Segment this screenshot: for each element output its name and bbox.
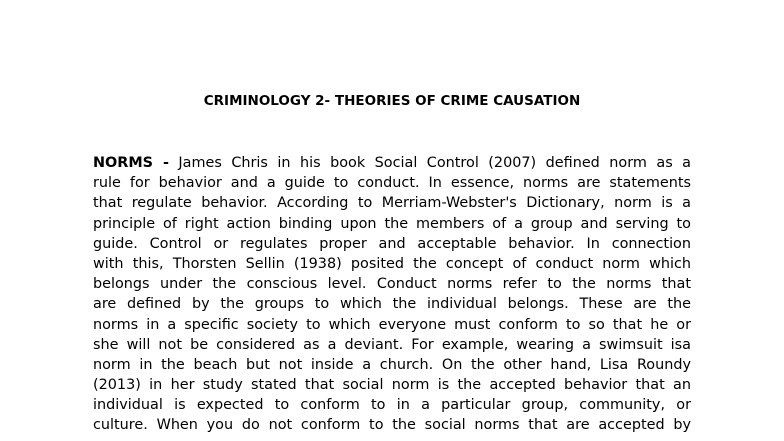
paragraph-line: are defined by the groups to which the individual belongs. These are the <box>93 296 691 313</box>
paragraph-line-1 <box>93 153 691 173</box>
norms-paragraph <box>93 153 691 436</box>
paragraph-line: principle of right action binding upon the members of a group and serving to <box>93 215 691 232</box>
paragraph-line-1-text: James Chris in his book Social Control (2007) defined norm as a <box>168 155 691 171</box>
paragraph-line: (2013) in her study stated that social norm is the accepted behavior that an <box>93 377 691 394</box>
paragraph-line: with this, Thorsten Sellin (1938) posited the concept of conduct norm which <box>93 255 691 272</box>
norms-heading: NORMS - <box>93 155 169 171</box>
paragraph-line: that regulate behavior. According to Merriam-Webster's Dictionary, norm is a <box>93 195 691 212</box>
paragraph-line: she will not be considered as a deviant. For example, wearing a swimsuit isa <box>93 336 691 353</box>
paragraph-line: rule for behavior and a guide to conduct. In essence, norms are statements <box>93 175 691 192</box>
document-title: CRIMINOLOGY 2- THEORIES OF CRIME CAUSATION <box>203 93 581 109</box>
paragraph-line: culture. When you do not conform to the social norms that are accepted by <box>93 417 691 434</box>
paragraph-line: individual is expected to conform to in a particular group, community, or <box>93 397 691 414</box>
paragraph-line: belongs under the conscious level. Conduct norms refer to the norms that <box>93 276 691 293</box>
paragraph-line: guide. Control or regulates proper and acceptable behavior. In connection <box>93 235 691 252</box>
paragraph-line: norm in the beach but not inside a church. On the other hand, Lisa Roundy <box>93 356 691 373</box>
paragraph-line: norms in a specific society to which everyone must conform to so that he or <box>93 316 691 333</box>
